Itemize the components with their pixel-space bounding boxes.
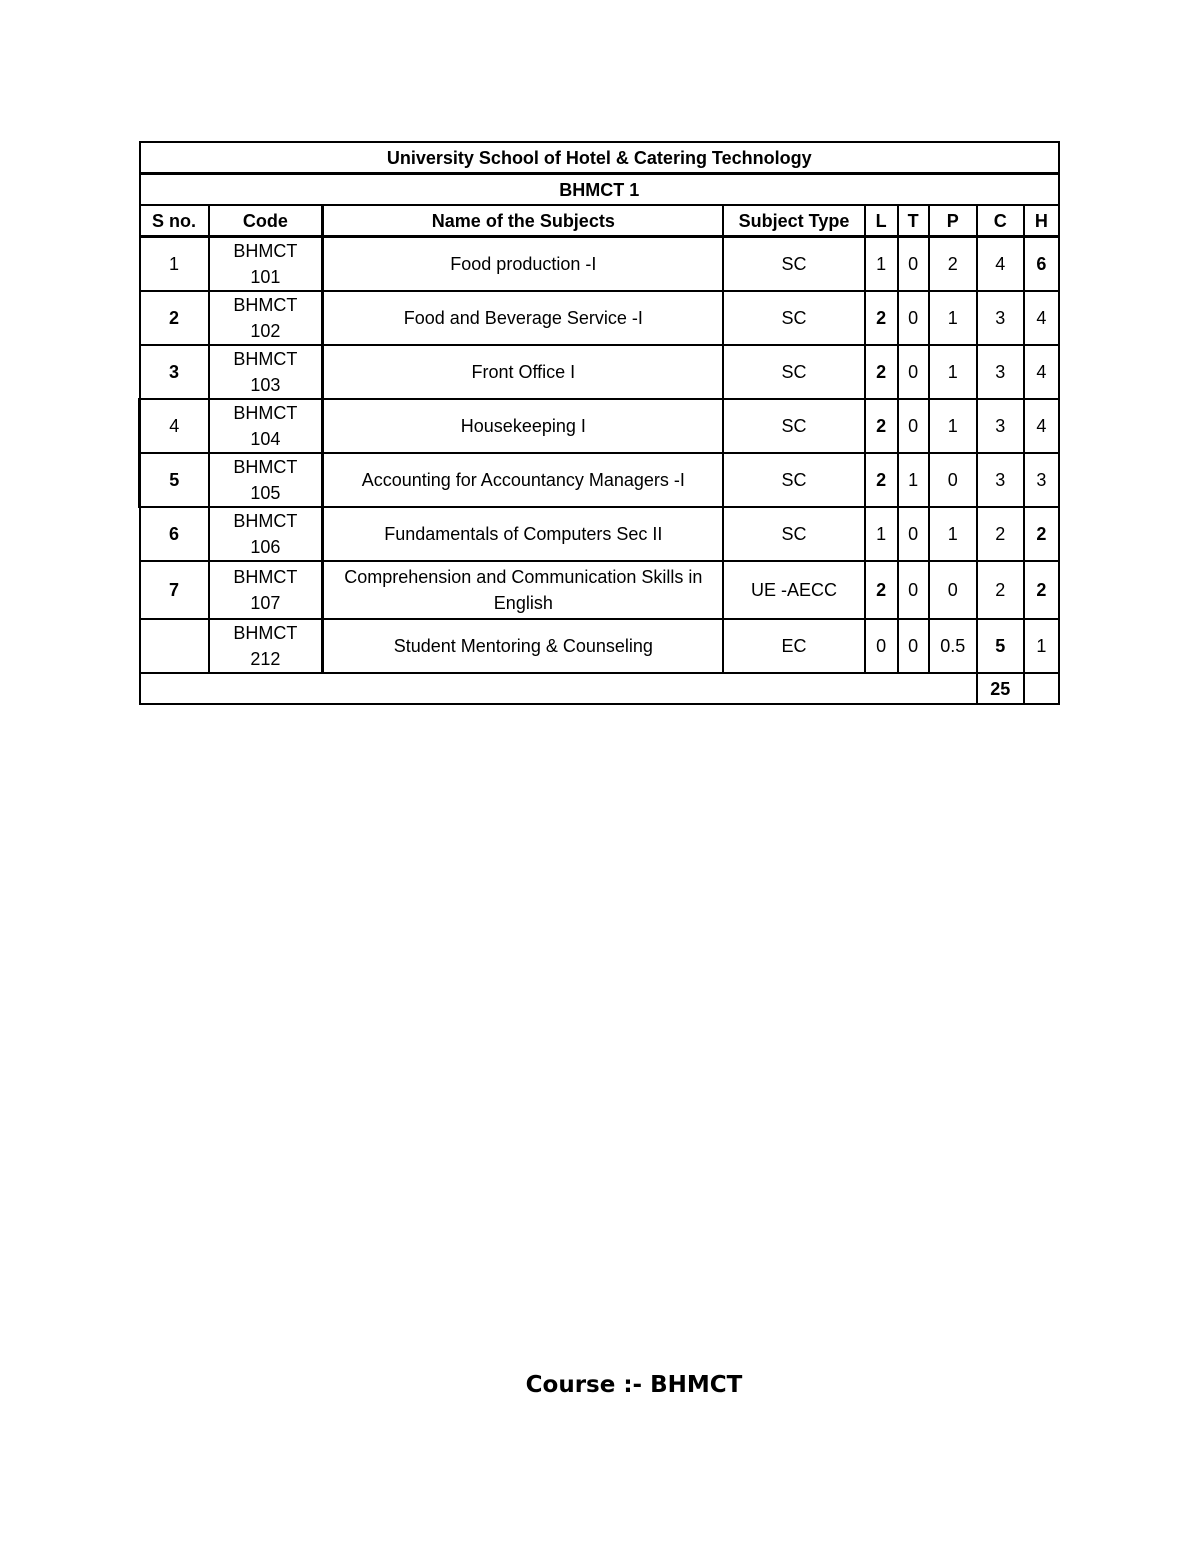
cell-subject-name: Fundamentals of Computers Sec II xyxy=(323,507,724,561)
cell-l: 2 xyxy=(865,399,898,453)
header-subject-name: Name of the Subjects xyxy=(323,205,724,237)
code-prefix: BHMCT xyxy=(233,457,298,477)
cell-code xyxy=(209,507,323,561)
cell-h: 2 xyxy=(1024,561,1059,619)
cell-code xyxy=(209,237,323,292)
header-l: L xyxy=(865,205,898,237)
cell-code xyxy=(209,291,323,345)
cell-code xyxy=(209,345,323,399)
code-number: 106 xyxy=(250,537,281,557)
cell-subject-type: SC xyxy=(723,237,864,292)
cell-code xyxy=(209,619,323,673)
header-sno: S no. xyxy=(140,205,209,237)
cell-subject-name: Food and Beverage Service -I xyxy=(323,291,724,345)
cell-subject-name: Comprehension and Communication Skills in English xyxy=(323,561,724,619)
code-number: 104 xyxy=(250,429,281,449)
table-row xyxy=(140,619,1060,673)
cell-sno: 3 xyxy=(140,345,209,399)
total-row xyxy=(140,673,1060,704)
header-subject-type: Subject Type xyxy=(723,205,864,237)
code-number: 102 xyxy=(250,321,281,341)
cell-p: 1 xyxy=(929,507,977,561)
cell-sno: 2 xyxy=(140,291,209,345)
cell-l: 2 xyxy=(865,561,898,619)
cell-h: 3 xyxy=(1024,453,1059,507)
total-hours-blank xyxy=(1024,673,1059,704)
table-subtitle: BHMCT 1 xyxy=(140,174,1060,206)
code-prefix: BHMCT xyxy=(233,241,298,261)
cell-sno: 4 xyxy=(140,399,209,453)
cell-code xyxy=(209,453,323,507)
table-row xyxy=(140,291,1060,345)
cell-code xyxy=(209,399,323,453)
table-row xyxy=(140,345,1060,399)
cell-t: 0 xyxy=(898,507,929,561)
table-row xyxy=(140,561,1060,619)
cell-code xyxy=(209,561,323,619)
cell-subject-name: Housekeeping I xyxy=(323,399,724,453)
cell-t: 0 xyxy=(898,237,929,292)
cell-c: 3 xyxy=(977,453,1024,507)
header-code: Code xyxy=(209,205,323,237)
header-c: C xyxy=(977,205,1024,237)
cell-c: 5 xyxy=(977,619,1024,673)
cell-p: 1 xyxy=(929,399,977,453)
cell-l: 2 xyxy=(865,291,898,345)
cell-subject-type: UE -AECC xyxy=(723,561,864,619)
code-prefix: BHMCT xyxy=(233,403,298,423)
code-prefix: BHMCT xyxy=(233,349,298,369)
cell-t: 0 xyxy=(898,619,929,673)
table-title: University School of Hotel & Catering Technology xyxy=(140,142,1060,174)
code-prefix: BHMCT xyxy=(233,511,298,531)
cell-l: 2 xyxy=(865,453,898,507)
cell-subject-name: Student Mentoring & Counseling xyxy=(323,619,724,673)
cell-subject-name: Front Office I xyxy=(323,345,724,399)
code-prefix: BHMCT xyxy=(233,295,298,315)
cell-l: 0 xyxy=(865,619,898,673)
cell-subject-type: SC xyxy=(723,507,864,561)
cell-h: 4 xyxy=(1024,345,1059,399)
code-prefix: BHMCT xyxy=(233,623,298,643)
cell-subject-name: Food production -I xyxy=(323,237,724,292)
cell-p: 0.5 xyxy=(929,619,977,673)
cell-l: 1 xyxy=(865,507,898,561)
table-row xyxy=(140,237,1060,292)
cell-h: 4 xyxy=(1024,291,1059,345)
cell-h: 2 xyxy=(1024,507,1059,561)
cell-l: 1 xyxy=(865,237,898,292)
code-number: 103 xyxy=(250,375,281,395)
cell-t: 1 xyxy=(898,453,929,507)
cell-p: 2 xyxy=(929,237,977,292)
cell-t: 0 xyxy=(898,291,929,345)
cell-c: 4 xyxy=(977,237,1024,292)
cell-sno: 1 xyxy=(140,237,209,292)
cell-subject-type: SC xyxy=(723,291,864,345)
header-h: H xyxy=(1024,205,1059,237)
cell-c: 2 xyxy=(977,507,1024,561)
cell-t: 0 xyxy=(898,399,929,453)
cell-subject-type: SC xyxy=(723,345,864,399)
cell-subject-type: SC xyxy=(723,453,864,507)
code-number: 107 xyxy=(250,593,281,613)
cell-p: 1 xyxy=(929,345,977,399)
cell-c: 3 xyxy=(977,291,1024,345)
table-row xyxy=(140,453,1060,507)
cell-sno xyxy=(140,619,209,673)
code-number: 105 xyxy=(250,483,281,503)
cell-sno: 5 xyxy=(140,453,209,507)
cell-sno: 6 xyxy=(140,507,209,561)
total-credits: 25 xyxy=(977,673,1024,704)
cell-h: 1 xyxy=(1024,619,1059,673)
course-label: Course :- BHMCT xyxy=(525,1372,743,1398)
table-row xyxy=(140,507,1060,561)
cell-t: 0 xyxy=(898,345,929,399)
cell-l: 2 xyxy=(865,345,898,399)
cell-p: 0 xyxy=(929,453,977,507)
cell-p: 0 xyxy=(929,561,977,619)
cell-c: 3 xyxy=(977,399,1024,453)
code-prefix: BHMCT xyxy=(233,567,298,587)
cell-h: 6 xyxy=(1024,237,1059,292)
header-t: T xyxy=(898,205,929,237)
cell-subject-type: EC xyxy=(723,619,864,673)
cell-c: 2 xyxy=(977,561,1024,619)
cell-t: 0 xyxy=(898,561,929,619)
cell-subject-name: Accounting for Accountancy Managers -I xyxy=(323,453,724,507)
table-row xyxy=(140,399,1060,453)
code-number: 212 xyxy=(250,649,281,669)
cell-sno: 7 xyxy=(140,561,209,619)
cell-p: 1 xyxy=(929,291,977,345)
code-number: 101 xyxy=(250,267,281,287)
cell-subject-type: SC xyxy=(723,399,864,453)
header-p: P xyxy=(929,205,977,237)
total-blank-cell xyxy=(140,673,977,704)
cell-h: 4 xyxy=(1024,399,1059,453)
subjects-table xyxy=(138,141,1060,705)
cell-c: 3 xyxy=(977,345,1024,399)
